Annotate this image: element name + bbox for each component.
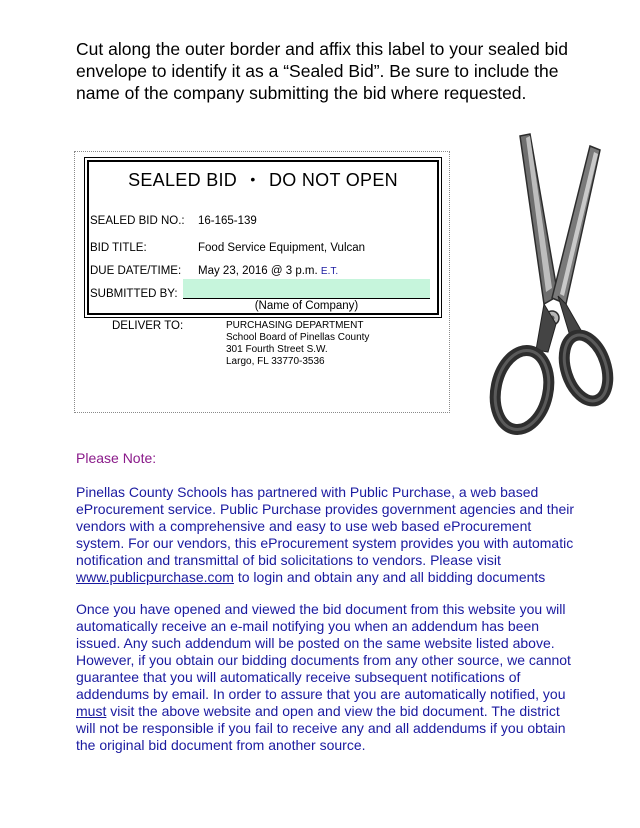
note-paragraph-2	[76, 601, 576, 754]
note-p2-text-end: visit the above website and open and view the bid document. The district will not be responsible if you fail to receive any and all addendums if you obtain the original bid document from another source.	[76, 703, 566, 753]
due-date-text: May 23, 2016 @ 3 p.m.	[198, 265, 318, 277]
note-paragraph-1	[76, 484, 576, 586]
note-p1-text: Pinellas County Schools has partnered with Public Purchase, a web based eProcurement service. Public Purchase provides government agencies and their vendors with a comprehensive and easy to use web based eProcurement system. For our vendors, this eProcurement system provides you with automatic notification and transmittal of bid solicitations to vendors. Please visit	[76, 484, 575, 568]
bid-no-label: SEALED BID NO.:	[90, 215, 185, 227]
label-title-right: DO NOT OPEN	[268, 170, 398, 190]
submitted-by-label: SUBMITTED BY:	[90, 288, 178, 300]
public-purchase-link[interactable]: www.publicpurchase.com	[76, 569, 234, 585]
bid-title-value: Food Service Equipment, Vulcan	[198, 242, 366, 254]
address-line: School Board of Pinellas County	[226, 332, 370, 343]
title-bullet: •	[250, 171, 256, 187]
address-line: 301 Fourth Street S.W.	[226, 344, 328, 355]
label-title	[89, 170, 437, 191]
company-name-field[interactable]	[183, 279, 430, 299]
due-date-value	[198, 265, 338, 277]
bid-title-label: BID TITLE:	[90, 242, 147, 254]
deliver-address	[226, 320, 369, 368]
note-p1-text-end: to login and obtain any and all bidding documents	[233, 569, 546, 585]
scissors-icon	[486, 128, 616, 440]
company-name-caption: (Name of Company)	[254, 300, 359, 312]
bid-no-value: 16-165-139	[198, 215, 257, 227]
due-date-timezone: E.T.	[320, 266, 339, 277]
note-p2-text: Once you have opened and viewed the bid document from this website you will automatically receive an e-mail notifying you when an addendum has been issued. Any such addendum will be posted on the same website listed above. However, if you obtain our bidding documents from any other source, we cannot guarantee that you will automatically receive subsequent notifications of addendums by email. In order to assure that you are automatically notified, you	[76, 601, 571, 702]
address-line: PURCHASING DEPARTMENT	[226, 320, 364, 331]
label-title-left: SEALED BID	[128, 170, 238, 190]
note-heading: Please Note:	[76, 450, 157, 466]
instructions-text: Cut along the outer border and affix this label to your sealed bid envelope to identify it as a “Sealed Bid”. Be sure to include the name of the company submitting the bid where requested.	[76, 39, 568, 103]
due-date-label: DUE DATE/TIME:	[90, 265, 182, 277]
must-emphasis: must	[76, 703, 107, 719]
deliver-to-label: DELIVER TO:	[112, 320, 184, 332]
company-name-underline	[183, 298, 430, 299]
address-line: Largo, FL 33770-3536	[226, 356, 325, 367]
